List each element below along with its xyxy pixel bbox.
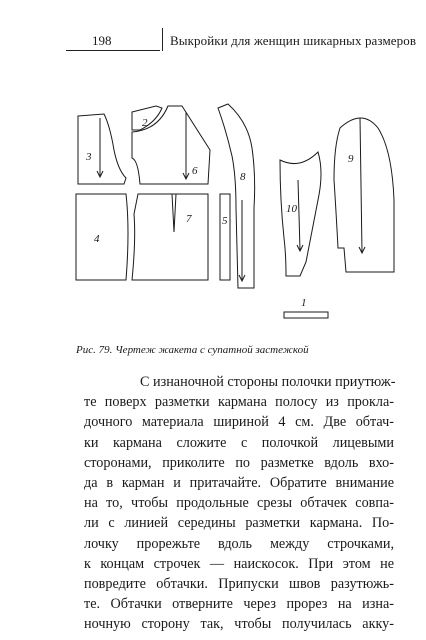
body-line: повредите обтачки. Припуски швов разутюжь- xyxy=(84,575,394,592)
piece-label-8: 8 xyxy=(240,171,246,183)
body-line: ли с линией середины разметки кармана. По- xyxy=(84,515,394,532)
grain-arrow-10 xyxy=(298,180,300,250)
body-paragraph xyxy=(84,372,394,634)
dart-7 xyxy=(172,194,176,232)
running-title: Выкройки для женщин шикарных размеров xyxy=(170,33,417,48)
piece-label-5: 5 xyxy=(222,215,228,227)
body-line: лочку прорежьте вдоль между строчками, xyxy=(84,535,394,552)
piece-label-10: 10 xyxy=(286,203,297,215)
body-line: сторонами, приколите по разметке вдоль вхо- xyxy=(84,454,394,471)
piece-label-6: 6 xyxy=(192,165,198,177)
piece-label-3: 3 xyxy=(86,151,92,163)
piece-label-1: 1 xyxy=(301,297,307,309)
page-number: 198 xyxy=(92,33,112,48)
pattern-piece-8 xyxy=(218,104,255,288)
piece-label-2: 2 xyxy=(142,117,148,129)
pattern-piece-7 xyxy=(132,194,208,280)
pattern-piece-1 xyxy=(284,312,328,318)
grain-arrow-9 xyxy=(360,118,362,252)
body-line: ки кармана сложите с полочкой лицевыми xyxy=(84,434,394,451)
pattern-piece-4 xyxy=(76,194,128,280)
body-line: ночную сторону так, чтобы получилась акку- xyxy=(84,616,394,633)
body-line: С изнаночной стороны полочки приутюж- xyxy=(140,374,396,390)
piece-label-4: 4 xyxy=(94,233,100,245)
piece-label-9: 9 xyxy=(348,153,354,165)
body-line: да в карман и притачайте. Обратите внимание xyxy=(84,474,394,491)
body-line: к концам строчек — наискосок. При этом не xyxy=(84,555,394,572)
body-line: те. Обтачки отверните через прорез на изна- xyxy=(84,596,394,613)
body-line: дочного материала шириной 4 см. Две обтач- xyxy=(84,414,394,431)
figure-caption: Рис. 79. Чертеж жакета с супатной застежкой xyxy=(76,344,309,356)
pattern-piece-5 xyxy=(220,194,230,280)
body-line: те поверх разметки кармана полосу из проклa- xyxy=(84,394,394,411)
piece-label-7: 7 xyxy=(186,213,192,225)
body-line: на то, чтобы продольные срезы обтачек совпа- xyxy=(84,495,394,512)
